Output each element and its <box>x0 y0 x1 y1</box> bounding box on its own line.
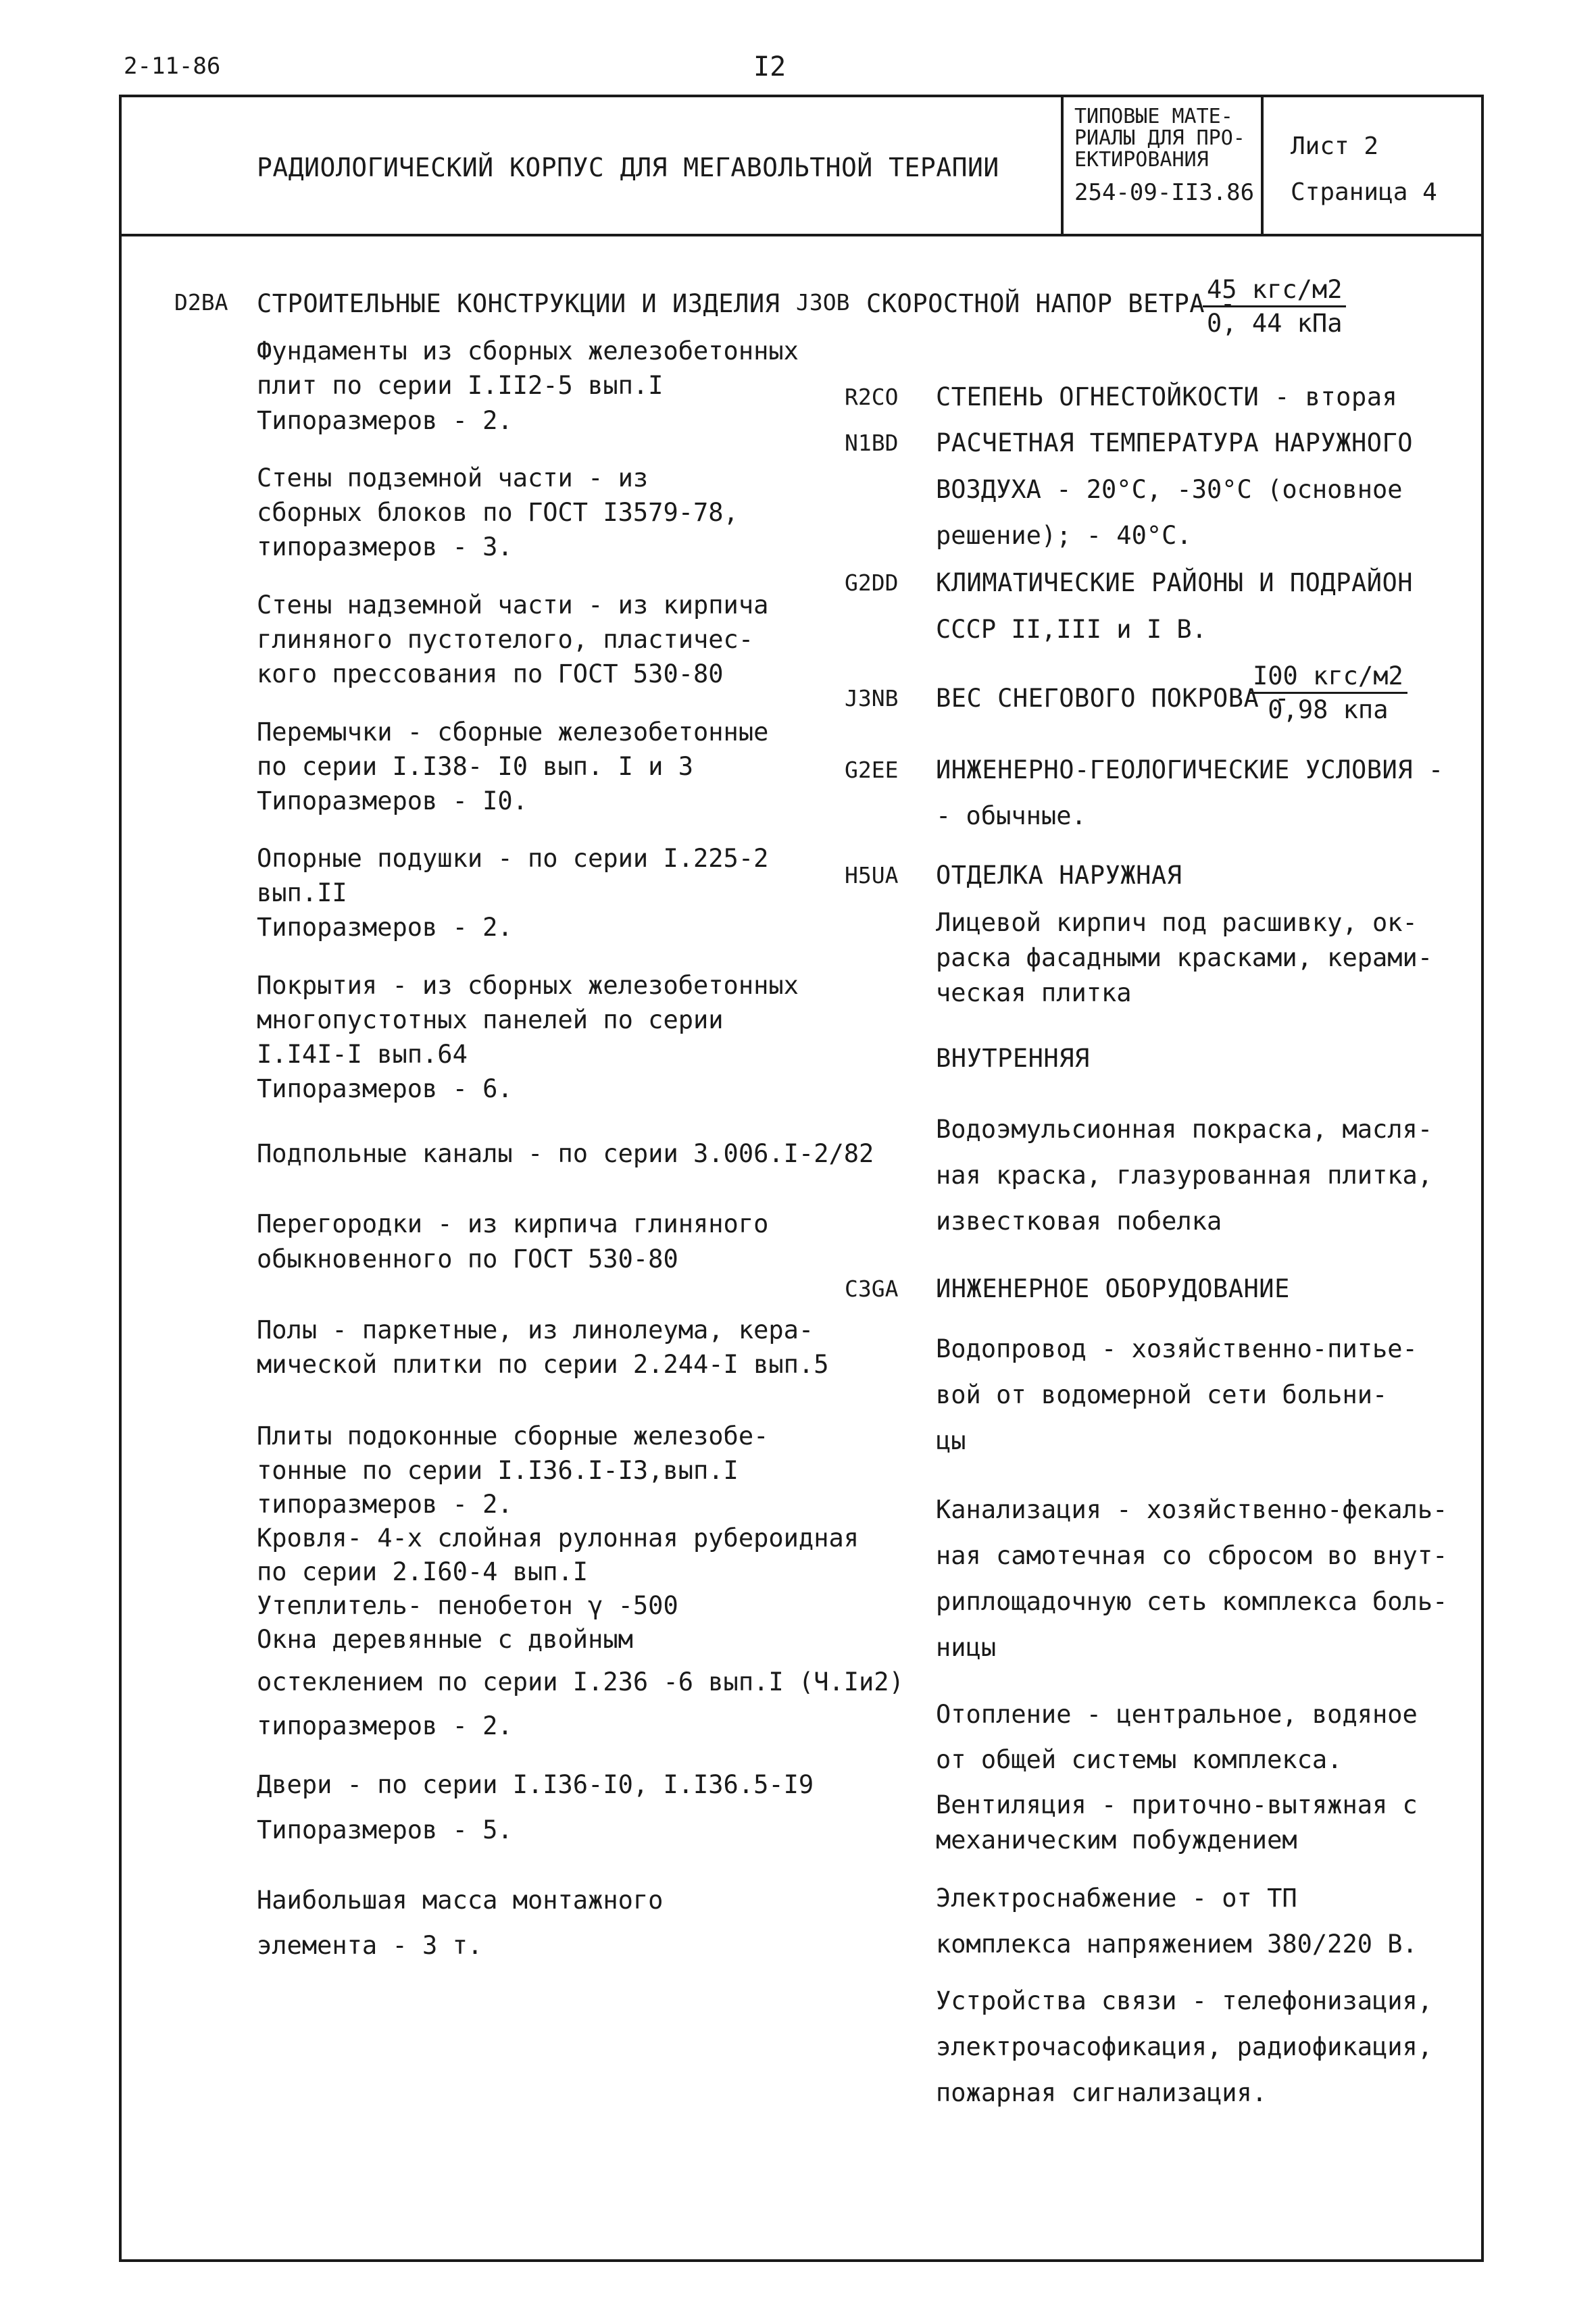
spec-line: типоразмеров - 3. <box>257 532 513 561</box>
spec-line: типоразмеров - 2. <box>257 1711 513 1740</box>
wind-label: СКОРОСТНОЙ НАПОР ВЕТРА - <box>866 289 1236 318</box>
page-title: РАДИОЛОГИЧЕСКИЙ КОРПУС ДЛЯ МЕГАВОЛЬТНОЙ ТЕРАПИИ <box>257 153 999 182</box>
spec-line: кого прессования по ГОСТ 530-80 <box>257 659 724 688</box>
wind-value <box>1203 274 1346 340</box>
finish-line: раска фасадными красками, керами- <box>936 943 1433 972</box>
spec-line: типоразмеров - 2. <box>257 1490 513 1519</box>
equipment-line: цы <box>936 1426 966 1455</box>
fire-resistance: СТЕПЕНЬ ОГНЕСТОЙКОСТИ - вторая <box>936 382 1398 411</box>
spec-line: Типоразмеров - 5. <box>257 1815 513 1844</box>
spec-line: Стены подземной части - из <box>257 463 649 493</box>
spec-line: Перегородки - из кирпича глиняного <box>257 1209 769 1238</box>
equipment-line: пожарная сигнализация. <box>936 2078 1268 2107</box>
sheet-number: Лист 2 <box>1291 132 1379 160</box>
climate-code: G2DD <box>845 570 899 596</box>
spec-line: I.I4I-I вып.64 <box>257 1040 468 1069</box>
section-code: D2BA <box>174 289 228 316</box>
sheet-page: Страница 4 <box>1291 178 1437 206</box>
spec-line: тонные по серии I.I36.I-I3,вып.I <box>257 1456 739 1485</box>
temp-line: РАСЧЕТНАЯ ТЕМПЕРАТУРА НАРУЖНОГО <box>936 428 1414 457</box>
climate-line: КЛИМАТИЧЕСКИЕ РАЙОНЫ И ПОДРАЙОН <box>936 568 1414 597</box>
spec-line: Фундаменты из сборных железобетонных <box>257 336 799 366</box>
spec-line: Перемычки - сборные железобетонные <box>257 718 769 747</box>
spec-line: вып.II <box>257 878 347 907</box>
wind-value-kgs: 45 кгс/м2 <box>1203 274 1346 307</box>
spec-line: сборных блоков по ГОСТ I3579-78, <box>257 498 739 527</box>
fire-code: R2CO <box>845 384 899 410</box>
equipment-line: риплощадочную сеть комплекса боль- <box>936 1587 1448 1616</box>
spec-line: Стены надземной части - из кирпича <box>257 590 769 620</box>
series-line: РИАЛЫ ДЛЯ ПРО- <box>1074 126 1245 150</box>
spec-line: Окна деревянные с двойным <box>257 1625 633 1654</box>
geo-code: G2EE <box>845 757 899 783</box>
series-line: ТИПОВЫЕ МАТЕ- <box>1074 105 1233 128</box>
spec-line: Кровля- 4-х слойная рулонная рубероидная <box>257 1524 859 1553</box>
spec-line: Типоразмеров - I0. <box>257 786 528 815</box>
spec-line: обыкновенного по ГОСТ 530-80 <box>257 1244 678 1274</box>
equipment-line: ницы <box>936 1633 997 1662</box>
equipment-line: Отопление - центральное, водяное <box>936 1700 1418 1729</box>
equipment-line: Водопровод - хозяйственно-питье- <box>936 1334 1418 1363</box>
spec-line: глиняного пустотелого, пластичес- <box>257 625 754 654</box>
spec-line: Опорные подушки - по серии I.225-2 <box>257 844 769 873</box>
equipment-line: ная самотечная со сбросом во внут- <box>936 1541 1448 1570</box>
snow-code: J3NB <box>845 685 899 711</box>
series-cell <box>1061 97 1264 234</box>
series-number: 254-09-II3.86 <box>1074 179 1255 206</box>
wind-value-kpa: 0, 44 кПа <box>1207 309 1343 338</box>
finish-code: H5UA <box>845 862 899 888</box>
spec-line: Покрытия - из сборных железобетонных <box>257 971 799 1000</box>
equipment-line: Устройства связи - телефонизация, <box>936 1986 1433 2015</box>
series-line: ЕКТИРОВАНИЯ <box>1074 148 1209 172</box>
title-block <box>122 97 1481 236</box>
climate-line: СССР II,III и I В. <box>936 615 1207 644</box>
finish-inner-title: ВНУТРЕННЯЯ <box>936 1044 1090 1073</box>
temp-line: решение); - 40°С. <box>936 521 1192 550</box>
equipment-line: от общей системы комплекса. <box>936 1745 1343 1774</box>
spec-line: Полы - паркетные, из линолеума, кера- <box>257 1315 814 1344</box>
equipment-title: ИНЖЕНЕРНОЕ ОБОРУДОВАНИЕ <box>936 1274 1290 1303</box>
equipment-code: C3GA <box>845 1276 899 1302</box>
page-number: I2 <box>753 51 787 82</box>
spec-line: многопустотных панелей по серии <box>257 1005 724 1034</box>
spec-line: Плиты подоконные сборные железобе- <box>257 1422 769 1451</box>
spec-line: Наибольшая масса монтажного <box>257 1886 664 1915</box>
finish-line: ческая плитка <box>936 978 1132 1007</box>
finish-title: ОТДЕЛКА НАРУЖНАЯ <box>936 861 1182 890</box>
spec-line: плит по серии I.II2-5 вып.I <box>257 371 664 400</box>
equipment-line: вой от водомерной сети больни- <box>936 1380 1388 1409</box>
geo-line: ИНЖЕНЕРНО-ГЕОЛОГИЧЕСКИЕ УСЛОВИЯ - <box>936 755 1444 784</box>
equipment-line: электрочасофикация, радиофикация, <box>936 2032 1433 2061</box>
spec-line: остеклением по серии I.236 -6 вып.I (Ч.Iи2) <box>257 1667 904 1696</box>
spec-line: Подпольные каналы - по серии 3.006.I-2/82 <box>257 1139 874 1168</box>
spec-line: Типоразмеров - 6. <box>257 1074 513 1103</box>
snow-label: ВЕС СНЕГОВОГО ПОКРОВА - <box>936 684 1290 713</box>
snow-value <box>1249 661 1407 726</box>
snow-value-kgs: I00 кгс/м2 <box>1249 661 1407 694</box>
equipment-line: Электроснабжение - от ТП <box>936 1884 1297 1913</box>
spec-line: Типоразмеров - 2. <box>257 406 513 435</box>
spec-line: Типоразмеров - 2. <box>257 913 513 942</box>
finish-line: ная краска, глазурованная плитка, <box>936 1161 1433 1190</box>
wind-code: J3OB <box>796 289 850 316</box>
spec-line: по серии I.I38- I0 вып. I и 3 <box>257 752 694 781</box>
temp-code: N1BD <box>845 430 899 456</box>
finish-line: Водоэмульсионная покраска, масля- <box>936 1115 1433 1144</box>
spec-line: по серии 2.I60-4 вып.I <box>257 1557 589 1586</box>
geo-line: - обычные. <box>936 801 1087 830</box>
equipment-line: Вентиляция - приточно-вытяжная с <box>936 1790 1418 1819</box>
spec-line: элемента - 3 т. <box>257 1931 483 1960</box>
equipment-line: Канализация - хозяйственно-фекаль- <box>936 1495 1448 1524</box>
finish-line: Лицевой кирпич под расшивку, ок- <box>936 908 1418 937</box>
equipment-line: комплекса напряжением 380/220 В. <box>936 1930 1418 1959</box>
finish-line: известковая побелка <box>936 1207 1222 1236</box>
sheet-cell <box>1291 97 1480 234</box>
spec-line: Двери - по серии I.I36-I0, I.I36.5-I9 <box>257 1770 814 1799</box>
equipment-line: механическим побуждением <box>936 1826 1297 1855</box>
spec-line: Утеплитель- пенобетон γ -500 <box>257 1591 678 1620</box>
snow-value-kpa: 0,98 кпа <box>1268 695 1389 724</box>
document-date: 2-11-86 <box>124 53 221 80</box>
section-title: СТРОИТЕЛЬНЫЕ КОНСТРУКЦИИ И ИЗДЕЛИЯ <box>257 289 780 318</box>
spec-line: мической плитки по серии 2.244-I вып.5 <box>257 1350 829 1379</box>
temp-line: ВОЗДУХА - 20°С, -30°С (основное <box>936 475 1403 504</box>
